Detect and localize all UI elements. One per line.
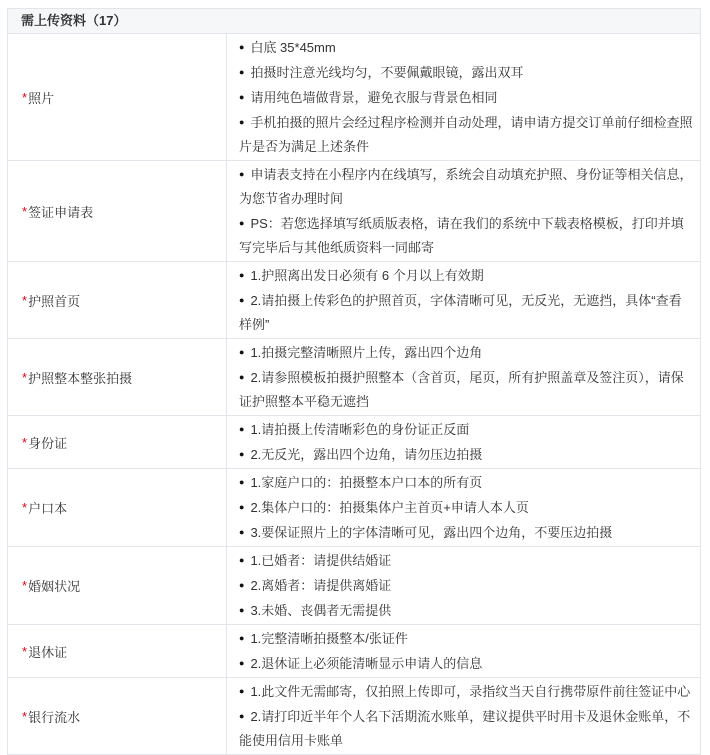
requirement-item <box>239 162 694 211</box>
table-title: 需上传资料（17） <box>21 13 127 28</box>
requirement-item <box>239 365 694 414</box>
material-name-cell <box>8 416 227 468</box>
requirement-text: 白底 35*45mm <box>250 40 336 55</box>
upload-materials-table <box>7 8 701 755</box>
bullet-icon: ● <box>239 580 245 590</box>
requirement-item <box>239 263 694 288</box>
bullet-icon: ● <box>239 42 245 52</box>
requirement-text: 2.无反光，露出四个边角，请勿压边拍摄 <box>250 447 483 462</box>
requirement-text: 1.完整清晰拍摄整本/张证件 <box>250 631 408 646</box>
requirement-text: 2.请拍摄上传彩色的护照首页，字体清晰可见，无反光，无遮挡，具体“查看样例” <box>239 293 682 332</box>
bullet-icon: ● <box>239 270 245 280</box>
bullet-icon: ● <box>239 424 245 434</box>
table-row <box>8 546 700 624</box>
requirement-item <box>239 417 694 442</box>
material-label: 户口本 <box>28 501 68 516</box>
requirement-text: PS：若您选择填写纸质版表格，请在我们的系统中下载表格模板，打印并填写完毕后与其他纸质资料一同邮寄 <box>239 216 684 255</box>
required-asterisk-icon: * <box>22 578 28 593</box>
bullet-icon: ● <box>239 295 245 305</box>
requirement-text: 2.离婚者：请提供离婚证 <box>250 578 392 593</box>
bullet-icon: ● <box>239 686 245 696</box>
requirements-cell <box>227 678 700 754</box>
bullet-icon: ● <box>239 92 245 102</box>
table-row <box>8 677 700 754</box>
material-label: 护照整本整张拍摄 <box>28 370 133 386</box>
table-row <box>8 624 700 677</box>
requirement-item <box>239 288 694 337</box>
bullet-icon: ● <box>239 555 245 565</box>
material-name-cell <box>8 34 227 160</box>
bullet-icon: ● <box>239 218 245 228</box>
material-label: 护照首页 <box>28 293 81 309</box>
requirement-item <box>239 548 694 573</box>
bullet-icon: ● <box>239 449 245 459</box>
table-header <box>8 9 700 34</box>
requirement-text: 1.拍摄完整清晰照片上传，露出四个边角 <box>250 345 483 360</box>
required-asterisk-icon: * <box>22 708 28 724</box>
requirement-item <box>239 520 694 545</box>
table-row <box>8 34 700 160</box>
requirement-text: 请用纯色墙做背景，避免衣服与背景色相同 <box>250 90 498 105</box>
material-name-cell <box>8 262 227 338</box>
requirement-text: 3.未婚、丧偶者无需提供 <box>250 603 392 618</box>
table-row <box>8 338 700 415</box>
table-row <box>8 261 700 338</box>
material-label: 签证申请表 <box>28 204 94 220</box>
required-asterisk-icon: * <box>22 643 28 659</box>
table-body <box>8 34 700 754</box>
bullet-icon: ● <box>239 527 245 537</box>
material-label: 银行流水 <box>28 709 81 725</box>
requirements-cell <box>227 625 700 677</box>
bullet-icon: ● <box>239 67 245 77</box>
requirement-item <box>239 442 694 467</box>
bullet-icon: ● <box>239 658 245 668</box>
table-row <box>8 415 700 468</box>
bullet-icon: ● <box>239 372 245 382</box>
requirements-cell <box>227 547 700 624</box>
requirement-text: 2.请打印近半年个人名下活期流水账单，建议提供平时用卡及退休金账单，不能使用信用卡账单 <box>239 709 691 748</box>
requirement-text: 申请表支持在小程序内在线填写，系统会自动填充护照、身份证等相关信息，为您节省办理时间 <box>239 167 693 206</box>
requirements-cell <box>227 339 700 415</box>
bullet-icon: ● <box>239 633 245 643</box>
bullet-icon: ● <box>239 711 245 721</box>
requirement-item <box>239 470 694 495</box>
requirement-item <box>239 573 694 598</box>
required-asterisk-icon: * <box>22 89 28 105</box>
required-asterisk-icon: * <box>22 203 28 219</box>
bullet-icon: ● <box>239 347 245 357</box>
material-name-cell <box>8 469 227 546</box>
material-name-cell <box>8 547 227 624</box>
requirement-item <box>239 211 694 260</box>
bullet-icon: ● <box>239 169 245 179</box>
requirement-text: 3.要保证照片上的字体清晰可见，露出四个边角，不要压边拍摄 <box>250 525 613 540</box>
bullet-icon: ● <box>239 605 245 615</box>
required-asterisk-icon: * <box>22 369 28 385</box>
requirement-item <box>239 60 694 85</box>
required-asterisk-icon: * <box>22 500 28 515</box>
requirement-text: 2.集体户口的：拍摄集体户主首页+申请人本人页 <box>250 500 529 515</box>
requirements-cell <box>227 469 700 546</box>
requirement-text: 1.已婚者：请提供结婚证 <box>250 553 392 568</box>
requirement-text: 1.家庭户口的：拍摄整本户口本的所有页 <box>250 475 483 490</box>
requirements-cell <box>227 416 700 468</box>
requirement-text: 1.护照离出发日必须有 6 个月以上有效期 <box>250 268 484 283</box>
requirement-text: 1.此文件无需邮寄，仅拍照上传即可，录指纹当天自行携带原件前往签证中心 <box>250 684 691 699</box>
bullet-icon: ● <box>239 117 245 127</box>
bullet-icon: ● <box>239 502 245 512</box>
requirement-item <box>239 598 694 623</box>
requirements-cell <box>227 262 700 338</box>
table-row <box>8 160 700 261</box>
requirements-cell <box>227 161 700 261</box>
material-name-cell <box>8 678 227 754</box>
requirement-item <box>239 110 694 159</box>
requirement-text: 2.请参照模板拍摄护照整本（含首页，尾页，所有护照盖章及签注页），请保证护照整本平稳无遮挡 <box>239 370 684 409</box>
requirement-item <box>239 35 694 60</box>
required-asterisk-icon: * <box>22 292 28 308</box>
material-label: 身份证 <box>28 435 68 451</box>
table-row <box>8 468 700 546</box>
material-name-cell <box>8 625 227 677</box>
requirement-text: 手机拍摄的照片会经过程序检测并自动处理，请申请方提交订单前仔细检查照片是否为满足上述条件 <box>239 115 693 154</box>
bullet-icon: ● <box>239 477 245 487</box>
requirement-item <box>239 704 694 753</box>
requirement-text: 拍摄时注意光线均匀，不要佩戴眼镜，露出双耳 <box>250 65 524 80</box>
requirement-item <box>239 679 694 704</box>
material-label: 婚姻状况 <box>28 579 81 594</box>
requirement-item <box>239 85 694 110</box>
material-label: 退休证 <box>28 644 68 660</box>
requirement-item <box>239 626 694 651</box>
requirement-text: 1.请拍摄上传清晰彩色的身份证正反面 <box>250 422 470 437</box>
material-label: 照片 <box>28 90 55 106</box>
requirement-text: 2.退休证上必须能清晰显示申请人的信息 <box>250 656 483 671</box>
material-name-cell <box>8 339 227 415</box>
requirement-item <box>239 651 694 676</box>
material-name-cell <box>8 161 227 261</box>
required-asterisk-icon: * <box>22 434 28 450</box>
requirement-item <box>239 495 694 520</box>
requirements-cell <box>227 34 700 160</box>
requirement-item <box>239 340 694 365</box>
